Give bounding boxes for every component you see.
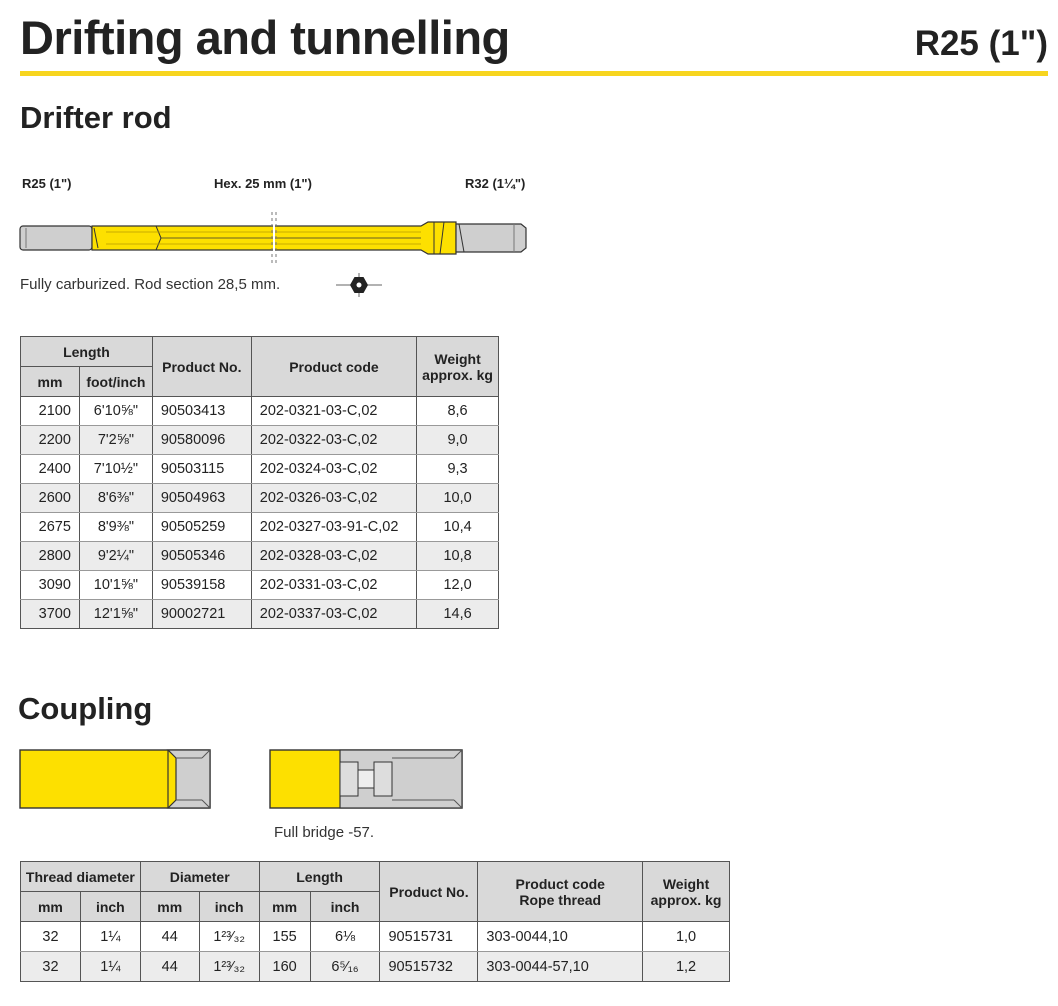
cell-weight: 1,0 — [643, 922, 730, 952]
cell-product-code: 303-0044-57,10 — [478, 952, 643, 982]
cell-mm: 2600 — [21, 484, 80, 513]
cell-product-code: 202-0328-03-C,02 — [251, 542, 416, 571]
cell-diameter-mm: 44 — [140, 952, 199, 982]
rod-note: Fully carburized. Rod section 28,5 mm. — [20, 276, 281, 293]
coupling-note: Full bridge -57. — [274, 824, 375, 841]
cell-mm: 2100 — [21, 397, 80, 426]
cell-weight: 1,2 — [643, 952, 730, 982]
col-header-weight: Weight approx. kg — [643, 862, 730, 922]
cell-product-no: 90515732 — [380, 952, 478, 982]
cell-foot-inch: 7'2⅝" — [79, 426, 152, 455]
rod-heading: Drifter rod — [20, 100, 172, 135]
cell-product-no: 90503115 — [152, 455, 251, 484]
table-row — [21, 952, 730, 982]
col-header-length: Length — [21, 337, 153, 367]
cell-thread-mm: 32 — [21, 922, 81, 952]
cell-foot-inch: 7'10½" — [79, 455, 152, 484]
cell-diameter-inch: 1²³⁄₃₂ — [199, 922, 259, 952]
col-header-diameter: Diameter — [140, 862, 259, 892]
cell-weight: 8,6 — [417, 397, 499, 426]
table-row — [21, 397, 499, 426]
cell-foot-inch: 8'6⅜" — [79, 484, 152, 513]
cell-product-code: 202-0322-03-C,02 — [251, 426, 416, 455]
cell-product-code: 202-0326-03-C,02 — [251, 484, 416, 513]
rod-table — [20, 336, 499, 629]
cell-foot-inch: 6'10⅝" — [79, 397, 152, 426]
cell-foot-inch: 12'1⅝" — [79, 600, 152, 629]
cell-weight: 9,3 — [417, 455, 499, 484]
hex-section-icon — [334, 272, 384, 298]
cell-mm: 2400 — [21, 455, 80, 484]
cell-weight: 9,0 — [417, 426, 499, 455]
rod-label-left: R25 (1") — [22, 176, 72, 191]
cell-product-code: 202-0331-03-C,02 — [251, 571, 416, 600]
rod-label-mid: Hex. 25 mm (1") — [214, 176, 312, 191]
cell-product-no: 90503413 — [152, 397, 251, 426]
cell-foot-inch: 10'1⅝" — [79, 571, 152, 600]
cell-weight: 10,8 — [417, 542, 499, 571]
cell-length-inch: 6⁵⁄₁₆ — [310, 952, 380, 982]
table-row — [21, 922, 730, 952]
cell-product-no: 90505259 — [152, 513, 251, 542]
table-row — [21, 426, 499, 455]
col-header-product-code — [478, 862, 643, 922]
cell-weight: 12,0 — [417, 571, 499, 600]
cell-product-code: 202-0324-03-C,02 — [251, 455, 416, 484]
table-row — [21, 542, 499, 571]
header-rule — [20, 71, 1048, 76]
cell-thread-inch: 1¼ — [80, 922, 140, 952]
col-header-thread-mm: mm — [21, 892, 81, 922]
cell-diameter-mm: 44 — [140, 922, 199, 952]
col-header-length-inch: inch — [310, 892, 380, 922]
table-row — [21, 484, 499, 513]
cell-product-no: 90539158 — [152, 571, 251, 600]
col-header-length: Length — [259, 862, 380, 892]
cell-length-inch: 6⅛ — [310, 922, 380, 952]
cell-weight: 14,6 — [417, 600, 499, 629]
cell-length-mm: 160 — [259, 952, 310, 982]
cell-thread-mm: 32 — [21, 952, 81, 982]
cell-weight: 10,4 — [417, 513, 499, 542]
col-header-product-code: Product code — [251, 337, 416, 397]
col-header-diameter-mm: mm — [140, 892, 199, 922]
cell-mm: 2675 — [21, 513, 80, 542]
col-header-weight: Weight approx. kg — [417, 337, 499, 397]
cell-mm: 2200 — [21, 426, 80, 455]
cell-foot-inch: 9'2¼" — [79, 542, 152, 571]
header-code-line2: Rope thread — [519, 891, 602, 908]
header-code-line1: Product code — [515, 875, 605, 892]
cell-product-code: 202-0337-03-C,02 — [251, 600, 416, 629]
cell-length-mm: 155 — [259, 922, 310, 952]
table-row — [21, 455, 499, 484]
cell-product-no: 90504963 — [152, 484, 251, 513]
table-row — [21, 571, 499, 600]
table-row — [21, 600, 499, 629]
cell-mm: 3700 — [21, 600, 80, 629]
coupling-diagram-standard — [18, 748, 218, 812]
drifter-rod-diagram — [16, 210, 536, 270]
col-header-foot-inch: foot/inch — [79, 367, 152, 397]
col-header-thread-diameter: Thread diameter — [21, 862, 141, 892]
cell-mm: 2800 — [21, 542, 80, 571]
page-title: Drifting and tunnelling — [20, 11, 510, 64]
col-header-diameter-inch: inch — [199, 892, 259, 922]
col-header-product-no: Product No. — [152, 337, 251, 397]
cell-product-no: 90505346 — [152, 542, 251, 571]
thread-badge: R25 (1") — [914, 24, 1048, 63]
col-header-length-mm: mm — [259, 892, 310, 922]
cell-foot-inch: 8'9⅜" — [79, 513, 152, 542]
cell-thread-inch: 1¼ — [80, 952, 140, 982]
col-header-mm: mm — [21, 367, 80, 397]
cell-product-no: 90515731 — [380, 922, 478, 952]
cell-product-no: 90002721 — [152, 600, 251, 629]
coupling-diagram-full-bridge — [268, 748, 468, 812]
cell-mm: 3090 — [21, 571, 80, 600]
cell-product-code: 202-0327-03-91-C,02 — [251, 513, 416, 542]
coupling-table — [20, 861, 730, 982]
cell-weight: 10,0 — [417, 484, 499, 513]
coupling-heading: Coupling — [18, 691, 153, 726]
cell-diameter-inch: 1²³⁄₃₂ — [199, 952, 259, 982]
cell-product-no: 90580096 — [152, 426, 251, 455]
cell-product-code: 303-0044,10 — [478, 922, 643, 952]
rod-label-right: R32 (1¼") — [465, 176, 526, 191]
cell-product-code: 202-0321-03-C,02 — [251, 397, 416, 426]
col-header-product-no: Product No. — [380, 862, 478, 922]
col-header-thread-inch: inch — [80, 892, 140, 922]
table-row — [21, 513, 499, 542]
